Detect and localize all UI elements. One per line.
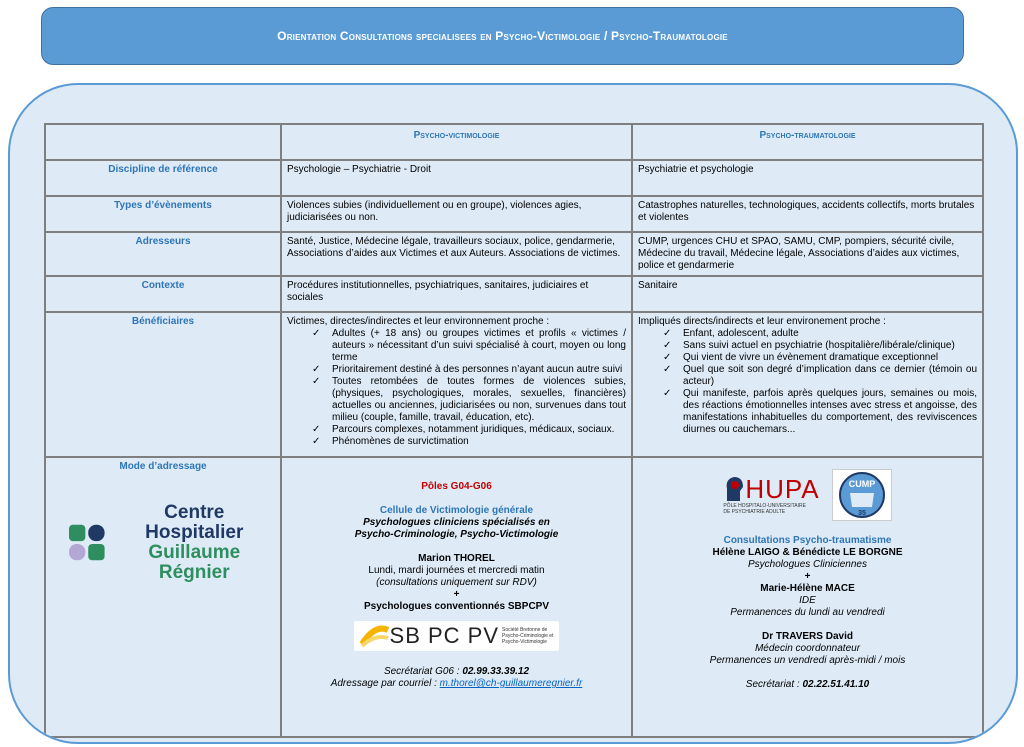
pt-discipline: Psychiatrie et psychologie: [632, 160, 983, 196]
list-item: ✓ Qui manifeste, parfois après quelques jours, semaines ou mois, des réactions émotionnelles intenses avec stress et angoisse, des manifestations inhabituelles du comportement, des reviviscences diurnes ou cauchemars...: [683, 388, 977, 436]
pv-beneficiaires-intro: Victimes, directes/indirectes et leur environnement proche :: [287, 316, 550, 327]
pv-psy-line1: Psychologues cliniciens spécialisés en: [363, 517, 550, 528]
sbpcpv-logo: [354, 621, 560, 651]
sbpcpv-sub3: Psycho-Victimologie: [502, 639, 547, 645]
row-mode: [45, 457, 983, 737]
pt-contexte: Sanitaire: [632, 276, 983, 312]
pv-poles: Pôles G04-G06: [421, 481, 492, 492]
label-discipline: Discipline de référence: [45, 160, 281, 196]
pv-discipline: Psychologie – Psychiatrie - Droit: [281, 160, 632, 196]
cump-number: 35: [857, 510, 866, 517]
list-item: ✓ Parcours complexes, notamment juridiques, médicaux, sociaux.: [332, 424, 626, 436]
pv-adresseurs: Santé, Justice, Médecine légale, travailleurs sociaux, police, gendarmerie, Associations d’aides aux Victimes et aux Auteurs. Associations de victimes.: [281, 232, 632, 276]
hupa-logo: [723, 475, 819, 515]
pv-secretariat: [287, 666, 626, 678]
pt-types: Catastrophes naturelles, technologiques, accidents collectifs, morts brutales et violentes: [632, 196, 983, 232]
pv-contexte: Procédures institutionnelles, psychiatriques, sanitaires, judiciaires et sociales: [281, 276, 632, 312]
pv-plus: +: [453, 589, 460, 600]
hupa-text: HUPA: [745, 474, 820, 504]
hupa-sub1: PÔLE HOSPITALO-UNIVERSITAIRE: [723, 503, 806, 509]
sbpcpv-logo-icon: [360, 624, 390, 648]
pt-sec-label: Secrétariat :: [745, 679, 800, 690]
list-item: ✓ Qui vient de vivre un évènement dramatique exceptionnel: [683, 352, 977, 364]
orientation-table: [44, 123, 984, 738]
pv-mail: [287, 678, 626, 690]
pt-perm1: Permanences du lundi au vendredi: [730, 607, 885, 618]
pv-sec-label: Secrétariat G06 :: [383, 666, 460, 677]
pv-types: Violences subies (individuellement ou en groupe), violences agies, judiciarisées ou non.: [281, 196, 632, 232]
row-discipline: [45, 160, 983, 196]
pv-psy-line2: Psycho-Criminologie, Psycho-Victimologie: [354, 529, 559, 540]
banner-title: Orientation Consultations specialisees en Psycho-Victimologie / Psycho-Traumatologie: [277, 29, 728, 43]
label-mode: [45, 457, 281, 737]
row-types: [45, 196, 983, 232]
chgr-logo: [69, 503, 275, 583]
chgr-logo-line1: Centre Hospitalier: [145, 502, 244, 543]
label-adresseurs: Adresseurs: [45, 232, 281, 276]
pt-names: Hélène LAIGO & Bénédicte LE BORGNE: [712, 547, 903, 558]
pt-role1: Psychologues Cliniciennes: [748, 559, 867, 570]
pv-sec-phone: 02.99.33.39.12: [462, 666, 530, 677]
pt-secretariat: [638, 679, 977, 691]
pt-mh: Marie-Hélène MACE: [760, 583, 855, 594]
pv-mode: [281, 457, 632, 737]
pt-beneficiaires-list: [638, 328, 977, 436]
sbpcpv-sub1: Société Bretonne de: [502, 627, 548, 633]
list-item: ✓ Toutes retombées de toutes formes de violences subies, (physiques, psychologiques, morales, sexuelles, financières) actuelles ou anciennes, judiciarisées ou non, survenues dans tout milieu (couple, famille, travail, éducation, etc).: [332, 376, 626, 424]
pv-rdv: (consultations uniquement sur RDV): [376, 577, 537, 588]
hupa-logo-word: [723, 475, 819, 503]
pv-conv: Psychologues conventionnés SBPCPV: [363, 601, 550, 612]
list-item: ✓ Quel que soit son degré d’implication dans ce dernier (témoin ou acteur): [683, 364, 977, 388]
list-item: ✓ Enfant, adolescent, adulte: [683, 328, 977, 340]
pv-mail-label: Adressage par courriel :: [330, 678, 437, 689]
pv-beneficiaires: [281, 312, 632, 457]
sbpcpv-logo-subtext: [502, 627, 553, 645]
cump-logo: [832, 469, 892, 521]
list-item: ✓ Prioritairement destiné à des personnes n’ayant aucun autre suivi: [332, 364, 626, 376]
mode-label: Mode d’adressage: [119, 461, 207, 472]
content-panel: [8, 83, 1018, 744]
pt-adresseurs: CUMP, urgences CHU et SPAO, SAMU, CMP, pompiers, sécurité civile, Médecine du travail, Médecine légale, Associations d’aides aux victimes, police et gendarmerie: [632, 232, 983, 276]
pv-beneficiaires-list: [287, 328, 626, 448]
cump-text: CUMP: [848, 479, 875, 489]
pv-days: Lundi, mardi journées et mercredi matin: [368, 565, 545, 576]
pt-logos: [638, 469, 977, 521]
header-psycho-victimologie: Psycho-victimologie: [281, 124, 632, 160]
header-empty-cell: [45, 124, 281, 160]
list-item: ✓ Sans suivi actuel en psychiatrie (hospitalière/libérale/clinique): [683, 340, 977, 352]
pt-beneficiaires-intro: Impliqués directs/indirects et leur environement proche :: [638, 316, 886, 327]
hupa-sub2: DE PSYCHIATRIE ADULTE: [723, 509, 786, 515]
pt-sec-phone: 02.22.51.41.10: [802, 679, 870, 690]
pt-role2: Médecin coordonnateur: [754, 643, 861, 654]
pt-mode: [632, 457, 983, 737]
pt-consult: Consultations Psycho-traumatisme: [723, 535, 892, 546]
pt-dr: Dr TRAVERS David: [762, 631, 853, 642]
chgr-logo-line2: Guillaume Régnier: [148, 542, 241, 583]
hupa-head-icon: [723, 475, 745, 503]
pt-ide: IDE: [799, 595, 816, 606]
page-banner: [41, 7, 964, 65]
chgr-logo-text: [114, 503, 275, 583]
pt-plus: +: [804, 571, 811, 582]
pt-perm2: Permanences un vendredi après-midi / mois: [709, 655, 906, 666]
row-beneficiaires: [45, 312, 983, 457]
pt-beneficiaires: [632, 312, 983, 457]
row-adresseurs: [45, 232, 983, 276]
sbpcpv-logo-text: SB PC PV: [389, 623, 500, 648]
cump-logo-icon: [834, 471, 890, 519]
pv-cellule: Cellule de Victimologie générale: [379, 505, 534, 516]
row-contexte: [45, 276, 983, 312]
label-contexte: Contexte: [45, 276, 281, 312]
header-row: [45, 124, 983, 160]
label-types: Types d’évènements: [45, 196, 281, 232]
header-psycho-traumatologie: Psycho-traumatologie: [632, 124, 983, 160]
list-item: ✓ Adultes (+ 18 ans) ou groupes victimes et profils « victimes / auteurs » nécessitant d’un suivi spécialisé à court, moyen ou long terme: [332, 328, 626, 364]
list-item: ✓ Phénomènes de survictimation: [332, 436, 626, 448]
pv-mail-link[interactable]: m.thorel@ch-guillaumeregnier.fr: [439, 678, 583, 689]
pv-name: Marion THOREL: [418, 553, 495, 564]
label-beneficiaires: Bénéficiaires: [45, 312, 281, 457]
chgr-logo-icon: [69, 524, 106, 562]
sbpcpv-sub2: Psycho-Criminologie et: [502, 633, 554, 639]
